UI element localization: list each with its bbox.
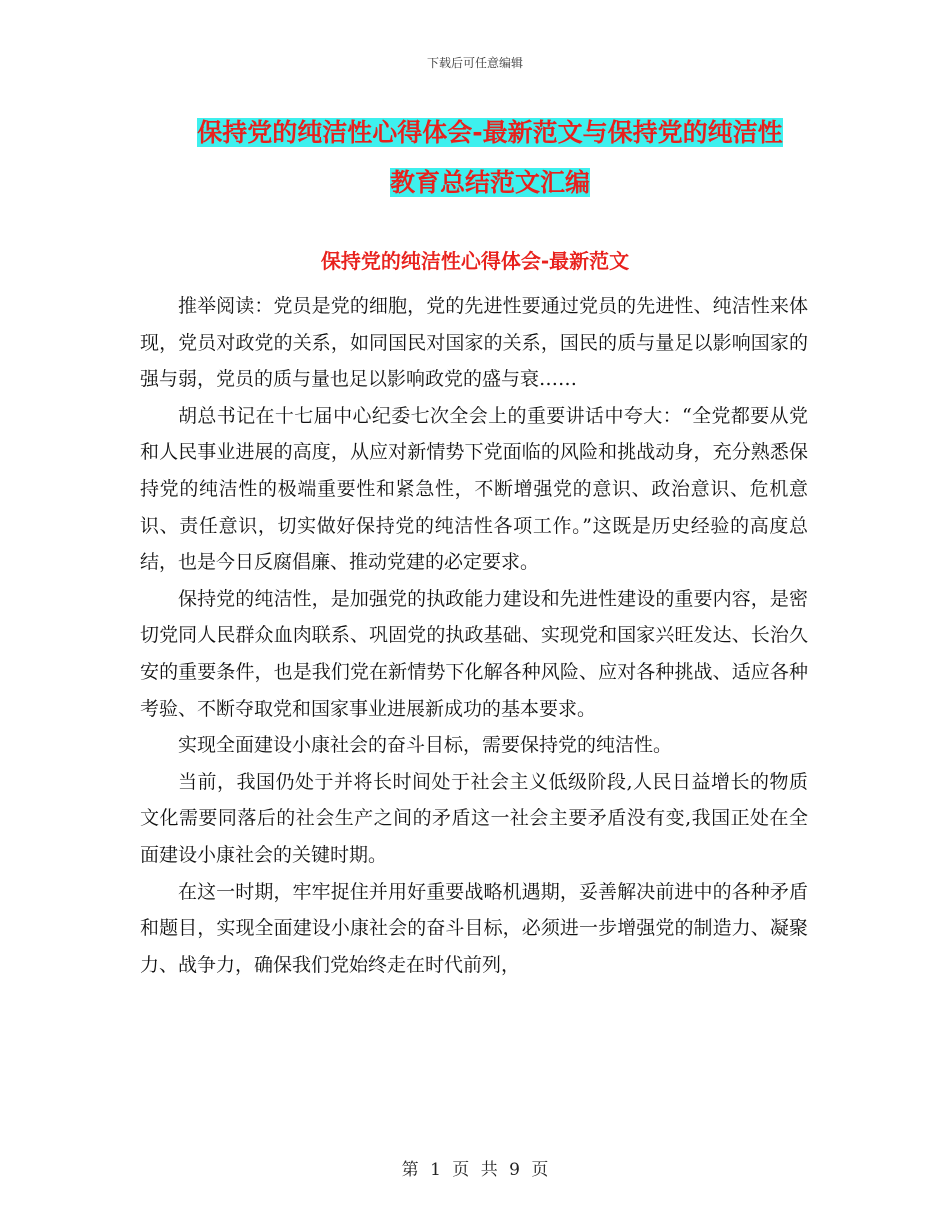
page-header: 下载后可任意编辑 — [426, 56, 523, 70]
section-heading: 保持党的纯洁性心得体会-最新范文 — [320, 249, 630, 273]
document-title-line-2: 教育总结范文汇编 — [389, 168, 590, 197]
paragraph: 胡总书记在十七届中心纪委七次全会上的重要讲话中夸大：“全党都要从党和人民事业进展的高度，从应对新情势下党面临的风险和挑战动身，充分熟悉保持党的纯洁性的极端重要性和紧急性，不断增强党的意识、政治意识、危机意识、责任意识，切实做好保持党的纯洁性各项工作。”这既是历史经验的高度总结，也是今日反腐倡廉、推动党建的必定要求。 — [140, 404, 808, 574]
document-title — [140, 108, 840, 208]
paragraph: 推举阅读：党员是党的细胞，党的先进性要通过党员的先进性、纯洁性来体现，党员对政党的关系，如同国民对国家的关系，国民的质与量足以影响国家的强与弱，党员的质与量也足以影响政党的盛与衰…… — [140, 295, 808, 391]
page-number-footer: 第 1 页 共 9 页 — [401, 1160, 549, 1180]
paragraph: 保持党的纯洁性，是加强党的执政能力建设和先进性建设的重要内容，是密切党同人民群众血肉联系、巩固党的执政基础、实现党和国家兴旺发达、长治久安的重要条件，也是我们党在新情势下化解各种风险、应对各种挑战、适应各种考验、不断夺取党和国家事业进展新成功的基本要求。 — [140, 587, 808, 720]
paragraph: 实现全面建设小康社会的奋斗目标，需要保持党的纯洁性。 — [178, 734, 673, 757]
document-body — [140, 288, 808, 983]
document-title-line-1: 保持党的纯洁性心得体会-最新范文与保持党的纯洁性 — [197, 118, 783, 147]
paragraph: 当前，我国仍处于并将长时间处于社会主义低级阶段,人民日益增长的物质文化需要同落后的社会生产之间的矛盾这一社会主要矛盾没有变,我国正处在全面建设小康社会的关键时期。 — [140, 770, 808, 866]
paragraph: 在这一时期，牢牢捉住并用好重要战略机遇期，妥善解决前进中的各种矛盾和题目，实现全面建设小康社会的奋斗目标，必须进一步增强党的制造力、凝聚力、战争力，确保我们党始终走在时代前列， — [140, 880, 808, 976]
